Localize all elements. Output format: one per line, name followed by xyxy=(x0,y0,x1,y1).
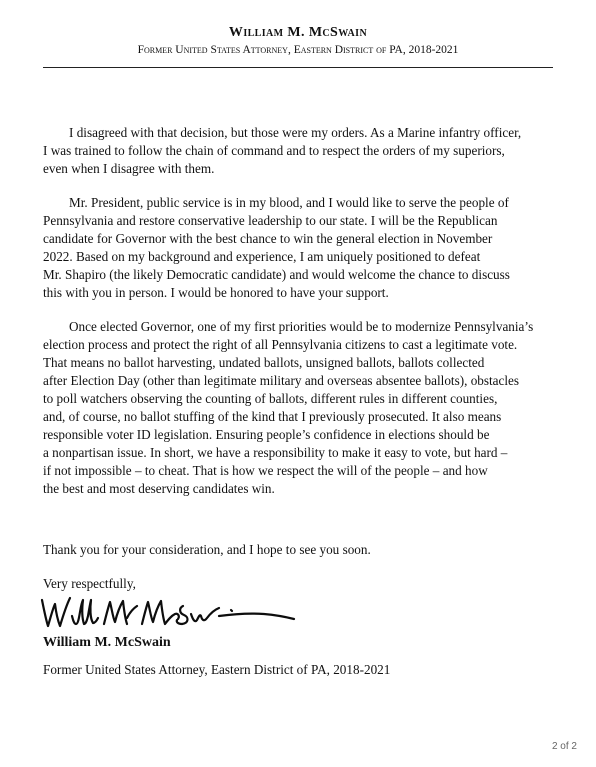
text-line: That means no ballot harvesting, undated ballots, unsigned ballots, ballots collected xyxy=(43,355,485,370)
text-line: responsible voter ID legislation. Ensuring people’s confidence in elections should be xyxy=(43,427,490,442)
text-line: Mr. Shapiro (the likely Democratic candidate) and would welcome the chance to discuss xyxy=(43,267,510,282)
signatory-name: William M. McSwain xyxy=(43,635,171,650)
text-line: the best and most deserving candidates win. xyxy=(43,481,275,496)
letterhead-divider xyxy=(43,67,553,68)
text-line: even when I disagree with them. xyxy=(43,161,215,176)
letter-body xyxy=(43,124,563,514)
paragraph-2 xyxy=(43,194,563,302)
signatory-title: Former United States Attorney, Eastern District of PA, 2018-2021 xyxy=(43,662,391,677)
letterhead-name: William M. McSwain xyxy=(228,25,368,40)
text-line: I was trained to follow the chain of command and to respect the orders of my superiors, xyxy=(43,143,505,158)
text-line: Mr. President, public service is in my blood, and I would like to serve the people of xyxy=(69,195,509,210)
text-line: and, of course, no ballot stuffing of the kind that I previously prosecuted. It also means xyxy=(43,409,502,424)
text-line: this with you in person. I would be honored to have your support. xyxy=(43,285,389,300)
text-line: 2022. Based on my background and experience, I am uniquely positioned to defeat xyxy=(43,249,481,264)
handwritten-signature xyxy=(38,594,298,634)
thanks-line: Thank you for your consideration, and I hope to see you soon. xyxy=(43,542,371,557)
text-line: to poll watchers observing the counting of ballots, different rules in different counties, xyxy=(43,391,498,406)
text-line: if not impossible – to cheat. That is how we respect the will of the people – and how xyxy=(43,463,488,478)
paragraph-3 xyxy=(43,318,563,498)
paragraph-1 xyxy=(43,124,563,178)
letterhead xyxy=(0,24,596,58)
text-line: a nonpartisan issue. In short, we have a responsibility to make it easy to vote, but hard – xyxy=(43,445,508,460)
text-line: Once elected Governor, one of my first priorities would be to modernize Pennsylvania’s xyxy=(69,319,534,334)
text-line: election process and protect the right of all Pennsylvania citizens to cast a legitimate vote. xyxy=(43,337,518,352)
letterhead-title: Former United States Attorney, Eastern District of PA, 2018-2021 xyxy=(137,44,459,56)
page-number: 2 of 2 xyxy=(551,741,577,752)
text-line: candidate for Governor with the best chance to win the general election in November xyxy=(43,231,493,246)
text-line: I disagreed with that decision, but those were my orders. As a Marine infantry officer, xyxy=(69,125,522,140)
text-line: after Election Day (other than legitimate military and overseas absentee ballots), obstacles xyxy=(43,373,520,388)
text-line: Pennsylvania and restore conservative leadership to our state. I will be the Republican xyxy=(43,213,498,228)
closing-salutation: Very respectfully, xyxy=(43,576,136,591)
